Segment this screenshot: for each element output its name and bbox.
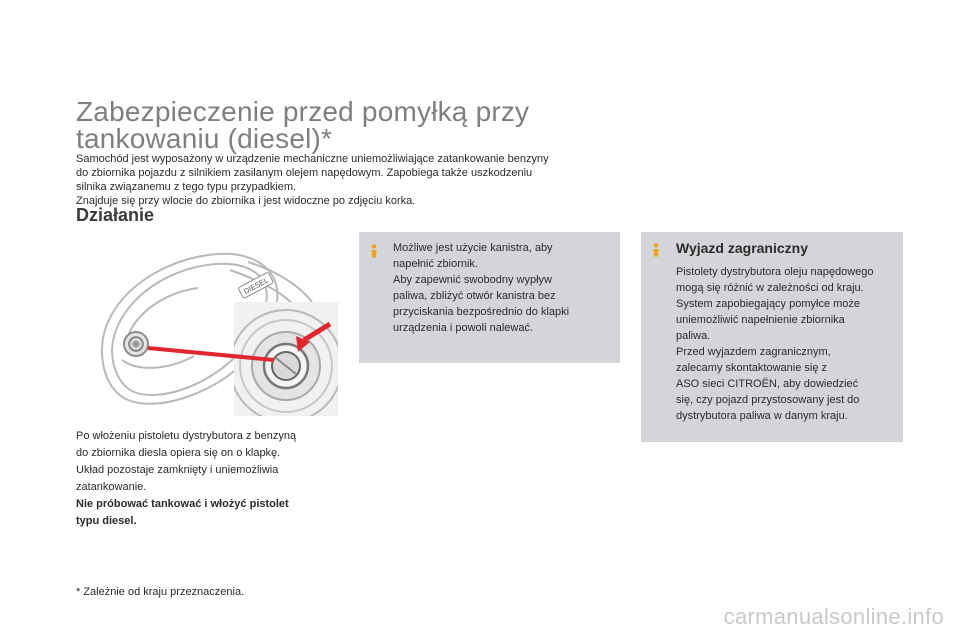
info-line: Przed wyjazdem zagranicznym, [676,346,831,358]
diesel-label: DIESEL [242,275,270,296]
info-icon [368,244,380,258]
intro-line: silnika związanemu z tego typu przypadkiem. [76,181,297,193]
info-line: zalecamy skontaktowanie się z [676,362,828,374]
description-line: Układ pozostaje zamknięty i uniemożliwia [76,464,279,476]
info-line: paliwa, zbliżyć otwór kanistra bez [393,290,556,302]
info-line: Pistolety dystrybutora oleju napędowego [676,266,874,278]
fuel-filler-illustration [98,240,338,416]
info-line: Możliwe jest użycie kanistra, aby [393,242,553,254]
info-line: urządzenia i powoli nalewać. [393,322,534,334]
info-line: Aby zapewnić swobodny wypływ [393,274,552,286]
watermark: carmanualsonline.info [723,604,944,629]
intro-line: do zbiornika pojazdu z silnikiem zasilanym olejem napędowym. Zapobiega także uszkodzeniu [76,167,533,179]
filler-cap-drawing [124,332,148,356]
canister-info-box [359,232,620,363]
info-line: się, czy pojazd przystosowany jest do [676,394,860,406]
warning-line: Nie próbować tankować i włożyć pistolet [76,498,289,510]
page-title [76,98,636,152]
function-description [76,428,346,530]
info-line: uniemożliwić napełnienie zbiornika [676,314,845,326]
info-line: przyciskania bezpośrednio do klapki [393,306,570,318]
title-line-1: Zabezpieczenie przed pomyłką przy [76,96,530,127]
info-line: paliwa. [676,330,711,342]
warning-line: typu diesel. [76,515,137,527]
travel-abroad-box [641,232,903,442]
info-line: mogą się różnić w zależności od kraju. [676,282,864,294]
travel-abroad-text [676,264,900,424]
info-line: ASO sieci CITROËN, aby dowiedzieć [676,378,859,390]
info-line: System zapobiegający pomyłce może [676,298,861,310]
intro-paragraph [76,152,636,208]
section-heading: Działanie [76,205,155,225]
footnote: * Zależnie od kraju przeznaczenia. [76,586,245,598]
info-icon [650,243,662,257]
info-line: napełnić zbiornik. [393,258,478,270]
canister-info-text [393,240,613,336]
info-line: dystrybutora paliwa w danym kraju. [676,410,848,422]
description-line: Po włożeniu pistoletu dystrybutora z benzyną [76,430,297,442]
intro-line: Znajduje się przy wlocie do zbiornika i jest widoczne po zdjęciu korka. [76,195,416,207]
description-line: do zbiornika diesla opiera się on o klapkę. [76,447,281,459]
intro-line: Samochód jest wyposażony w urządzenie mechaniczne uniemożliwiające zatankowanie benzyny [76,153,549,165]
description-line: zatankowanie. [76,481,147,493]
travel-abroad-heading: Wyjazd zagraniczny [676,240,809,256]
title-line-2: tankowaniu (diesel)* [76,123,333,154]
